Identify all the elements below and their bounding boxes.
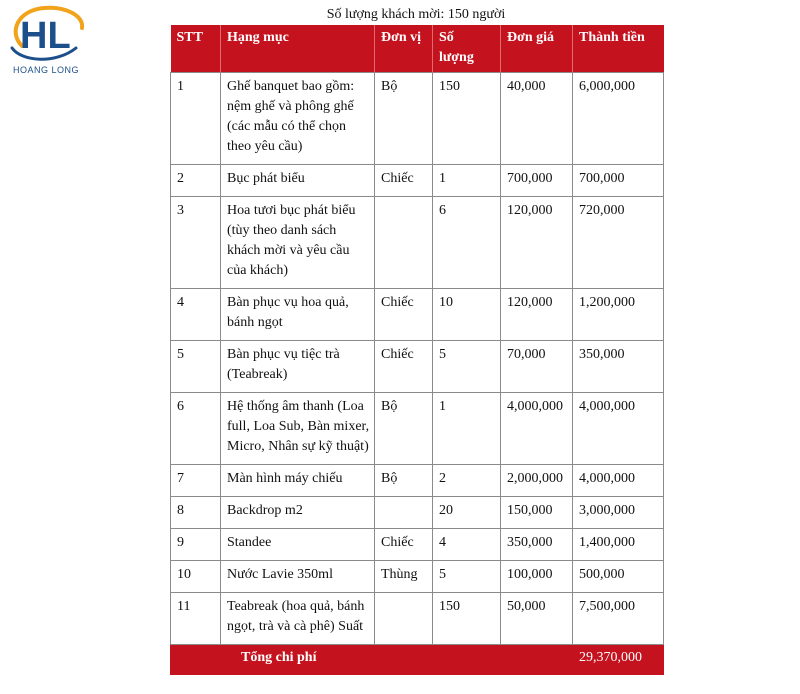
cell-item: Hệ thống âm thanh (Loa full, Loa Sub, Bàn mixer, Micro, Nhân sự kỹ thuật) [221,393,375,465]
cell-unit-price: 150,000 [501,497,573,529]
cell-unit: Bộ [375,465,433,497]
total-label-cell [171,645,573,675]
cell-unit-price: 40,000 [501,73,573,165]
cell-line-total: 6,000,000 [573,73,664,165]
cell-stt: 3 [171,197,221,289]
cell-quantity: 4 [433,529,501,561]
cell-item: Backdrop m2 [221,497,375,529]
cell-quantity: 5 [433,561,501,593]
cell-item: Bàn phục vụ hoa quả, bánh ngọt [221,289,375,341]
cell-line-total: 500,000 [573,561,664,593]
cell-quantity: 6 [433,197,501,289]
cell-unit: Chiếc [375,289,433,341]
cell-unit-price: 70,000 [501,341,573,393]
cell-unit: Chiếc [375,529,433,561]
brand-name: HOANG LONG [12,65,79,75]
cell-unit: Thùng [375,561,433,593]
cell-quantity: 1 [433,393,501,465]
header-unit: Đơn vị [375,25,433,73]
table-row [171,465,664,497]
total-label: Tổng chi phí [241,650,317,665]
cell-line-total: 700,000 [573,165,664,197]
table-row [171,341,664,393]
cell-stt: 6 [171,393,221,465]
cell-unit [375,197,433,289]
cell-line-total: 4,000,000 [573,393,664,465]
cell-unit: Chiếc [375,341,433,393]
cell-item: Hoa tươi bục phát biểu (tùy theo danh sách khách mời và yêu cầu của khách) [221,197,375,289]
header-stt: STT [171,25,221,73]
cell-unit-price: 50,000 [501,593,573,645]
cell-item: Nước Lavie 350ml [221,561,375,593]
cell-quantity: 150 [433,73,501,165]
table-row [171,529,664,561]
table-row [171,197,664,289]
cell-stt: 8 [171,497,221,529]
cell-stt: 4 [171,289,221,341]
quote-table [170,25,664,675]
total-row [171,645,664,675]
guest-count-caption: Số lượng khách mời: 150 người [326,7,506,22]
table-row [171,73,664,165]
cell-item: Màn hình máy chiếu [221,465,375,497]
header-unit-price: Đơn giá [501,25,573,73]
cell-unit-price: 2,000,000 [501,465,573,497]
cell-line-total: 1,400,000 [573,529,664,561]
cell-unit-price: 120,000 [501,289,573,341]
cell-item: Ghế banquet bao gồm: nệm ghế và phông ghế (các mẫu có thể chọn theo yêu cầu) [221,73,375,165]
table-row [171,289,664,341]
cell-stt: 2 [171,165,221,197]
cell-stt: 5 [171,341,221,393]
cell-unit: Bộ [375,393,433,465]
cell-item: Standee [221,529,375,561]
hl-logo-icon [4,2,88,66]
cell-stt: 9 [171,529,221,561]
header-line-total: Thành tiền [573,25,664,73]
cell-quantity: 20 [433,497,501,529]
cell-line-total: 1,200,000 [573,289,664,341]
cell-item: Teabreak (hoa quả, bánh ngọt, trà và cà phê) Suất [221,593,375,645]
total-value: 29,370,000 [573,645,664,675]
cell-line-total: 720,000 [573,197,664,289]
cell-line-total: 7,500,000 [573,593,664,645]
cell-quantity: 2 [433,465,501,497]
cell-unit-price: 100,000 [501,561,573,593]
cell-line-total: 3,000,000 [573,497,664,529]
table-row [171,393,664,465]
logo-initials: HL [20,15,71,57]
cell-line-total: 350,000 [573,341,664,393]
table-row [171,165,664,197]
cell-unit-price: 700,000 [501,165,573,197]
cell-unit: Chiếc [375,165,433,197]
cell-quantity: 150 [433,593,501,645]
cell-item: Bục phát biểu [221,165,375,197]
cell-item: Bàn phục vụ tiệc trà (Teabreak) [221,341,375,393]
header-quantity-line1: Số [439,30,454,45]
cell-unit-price: 4,000,000 [501,393,573,465]
cell-quantity: 5 [433,341,501,393]
cell-stt: 10 [171,561,221,593]
cell-stt: 7 [171,465,221,497]
cell-stt: 1 [171,73,221,165]
header-quantity [433,25,501,73]
table-row [171,593,664,645]
cell-unit: Bộ [375,73,433,165]
cell-unit [375,497,433,529]
table-row [171,561,664,593]
cell-stt: 11 [171,593,221,645]
table-row [171,497,664,529]
cell-unit-price: 350,000 [501,529,573,561]
cell-quantity: 1 [433,165,501,197]
header-item: Hạng mục [221,25,375,73]
cell-quantity: 10 [433,289,501,341]
cell-line-total: 4,000,000 [573,465,664,497]
table-header-row [171,25,664,73]
cell-unit-price: 120,000 [501,197,573,289]
header-quantity-line2: lượng [439,50,474,65]
cell-unit [375,593,433,645]
company-logo [4,2,88,78]
